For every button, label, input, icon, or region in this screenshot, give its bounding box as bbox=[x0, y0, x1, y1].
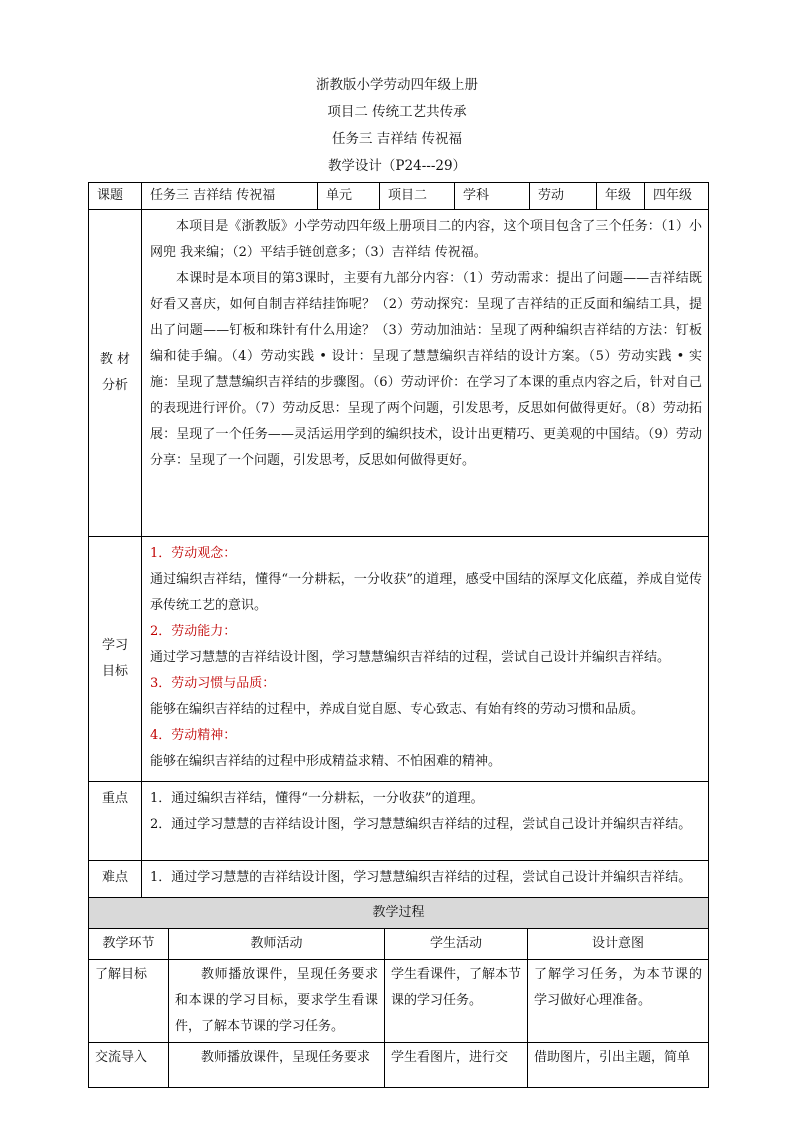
process-band-row bbox=[89, 898, 709, 929]
subject-label: 学科 bbox=[455, 183, 530, 210]
header-task: 任务三 吉祥结 传祝福 bbox=[331, 131, 463, 147]
goal-heading-4: 4．劳动精神： bbox=[150, 728, 237, 743]
stage-cell: 了解目标 bbox=[89, 960, 169, 1043]
subject-value: 劳动 bbox=[530, 183, 597, 210]
process-band: 教学过程 bbox=[89, 898, 709, 929]
teacher-cell: 教师播放课件，呈现任务要求 bbox=[169, 1043, 385, 1088]
grade-value: 四年级 bbox=[645, 183, 709, 210]
intent-cell: 借助图片，引出主题，简单 bbox=[528, 1043, 709, 1088]
col-stage: 教学环节 bbox=[89, 929, 169, 960]
col-student: 学生活动 bbox=[385, 929, 528, 960]
material-content bbox=[142, 210, 709, 537]
key-point-1: 1．通过编织吉祥结，懂得“一分耕耘，一分收获”的道理。 bbox=[150, 791, 484, 806]
goal-text-1: 通过编织吉祥结，懂得“一分耕耘，一分收获”的道理，感受中国结的深厚文化底蕴，养成自觉传承传统工艺的意识。 bbox=[150, 572, 702, 613]
key-points-row bbox=[89, 782, 709, 861]
material-row bbox=[89, 210, 709, 537]
info-row bbox=[89, 183, 709, 210]
goal-heading-2: 2．劳动能力： bbox=[150, 624, 237, 639]
student-cell: 学生看图片，进行交 bbox=[385, 1043, 528, 1088]
table-row bbox=[89, 960, 709, 1043]
goal-heading-1: 1．劳动观念： bbox=[150, 546, 237, 561]
difficult-point-1: 1．通过学习慧慧的吉祥结设计图，学习慧慧编织吉祥结的过程，尝试自己设计并编织吉祥结。 bbox=[150, 870, 692, 885]
header-project: 项目二 传统工艺共传承 bbox=[327, 104, 467, 120]
goals-content bbox=[142, 537, 709, 782]
student-cell: 学生看课件，了解本节课的学习任务。 bbox=[385, 960, 528, 1043]
difficult-points-label: 难点 bbox=[89, 861, 142, 916]
goals-label: 学习 目标 bbox=[89, 537, 142, 782]
table-row bbox=[89, 1043, 709, 1088]
stage-cell: 交流导入 bbox=[89, 1043, 169, 1088]
intent-cell: 了解学习任务，为本节课的学习做好心理准备。 bbox=[528, 960, 709, 1043]
grade-label: 年级 bbox=[597, 183, 645, 210]
lesson-info-table bbox=[88, 182, 709, 916]
goal-text-2: 通过学习慧慧的吉祥结设计图，学习慧慧编织吉祥结的过程，尝试自己设计并编织吉祥结。 bbox=[150, 650, 671, 665]
col-teacher: 教师活动 bbox=[169, 929, 385, 960]
key-points-content bbox=[142, 782, 709, 861]
key-points-label: 重点 bbox=[89, 782, 142, 861]
header-series: 浙教版小学劳动四年级上册 bbox=[316, 77, 478, 93]
teaching-process-table bbox=[88, 897, 709, 1088]
unit-value: 项目二 bbox=[380, 183, 455, 210]
process-header-row bbox=[89, 929, 709, 960]
material-paragraph-1: 本项目是《浙教版》小学劳动四年级上册项目二的内容，这个项目包含了三个任务：（1）小网兜 我来编；（2）平结手链创意多；（3）吉祥结 传祝福。 bbox=[150, 219, 702, 260]
unit-label: 单元 bbox=[318, 183, 380, 210]
teacher-cell: 教师播放课件，呈现任务要求和本课的学习目标，要求学生看课件，了解本节课的学习任务。 bbox=[169, 960, 385, 1043]
goal-text-3: 能够在编织吉祥结的过程中，养成自觉自愿、专心致志、有始有终的劳动习惯和品质。 bbox=[150, 702, 645, 717]
goal-text-4: 能够在编织吉祥结的过程中形成精益求精、不怕困难的精神。 bbox=[150, 754, 502, 769]
goals-row bbox=[89, 537, 709, 782]
material-label: 教 材 分析 bbox=[89, 210, 142, 537]
header-design: 教学设计（P24---29） bbox=[327, 158, 467, 174]
goal-heading-3: 3．劳动习惯与品质： bbox=[150, 676, 276, 691]
topic-label: 课题 bbox=[89, 183, 142, 210]
topic-value: 任务三 吉祥结 传祝福 bbox=[142, 183, 318, 210]
key-point-2: 2．通过学习慧慧的吉祥结设计图，学习慧慧编织吉祥结的过程，尝试自己设计并编织吉祥结。 bbox=[150, 817, 692, 832]
col-intent: 设计意图 bbox=[528, 929, 709, 960]
material-paragraph-2: 本课时是本项目的第3课时，主要有九部分内容：（1）劳动需求：提出了问题——吉祥结既好看又喜庆，如何自制吉祥结挂饰呢？（2）劳动探究：呈现了吉祥结的正反面和编结工具，提出了问题——钉板和珠针有什么用途？（3）劳动加油站：呈现了两种编织吉祥结的方法：钉板编和徒手编。（4）劳动实践 • 设计：呈现了慧慧编织吉祥结的设计方案。（5）劳动实践 • 实施：呈现了慧慧编织吉祥结的步骤图。（6）劳动评价：在学习了本课的重点内容之后，针对自己的表现进行评价。（7）劳动反思：呈现了两个问题，引发思考，反思如何做得更好。（8）劳动拓展：呈现了一个任务——灵活运用学到的编织技术，设计出更精巧、更美观的中国结。（9）劳动分享：呈现了一个问题，引发思考，反思如何做得更好。 bbox=[150, 271, 702, 468]
document-header bbox=[0, 72, 794, 180]
